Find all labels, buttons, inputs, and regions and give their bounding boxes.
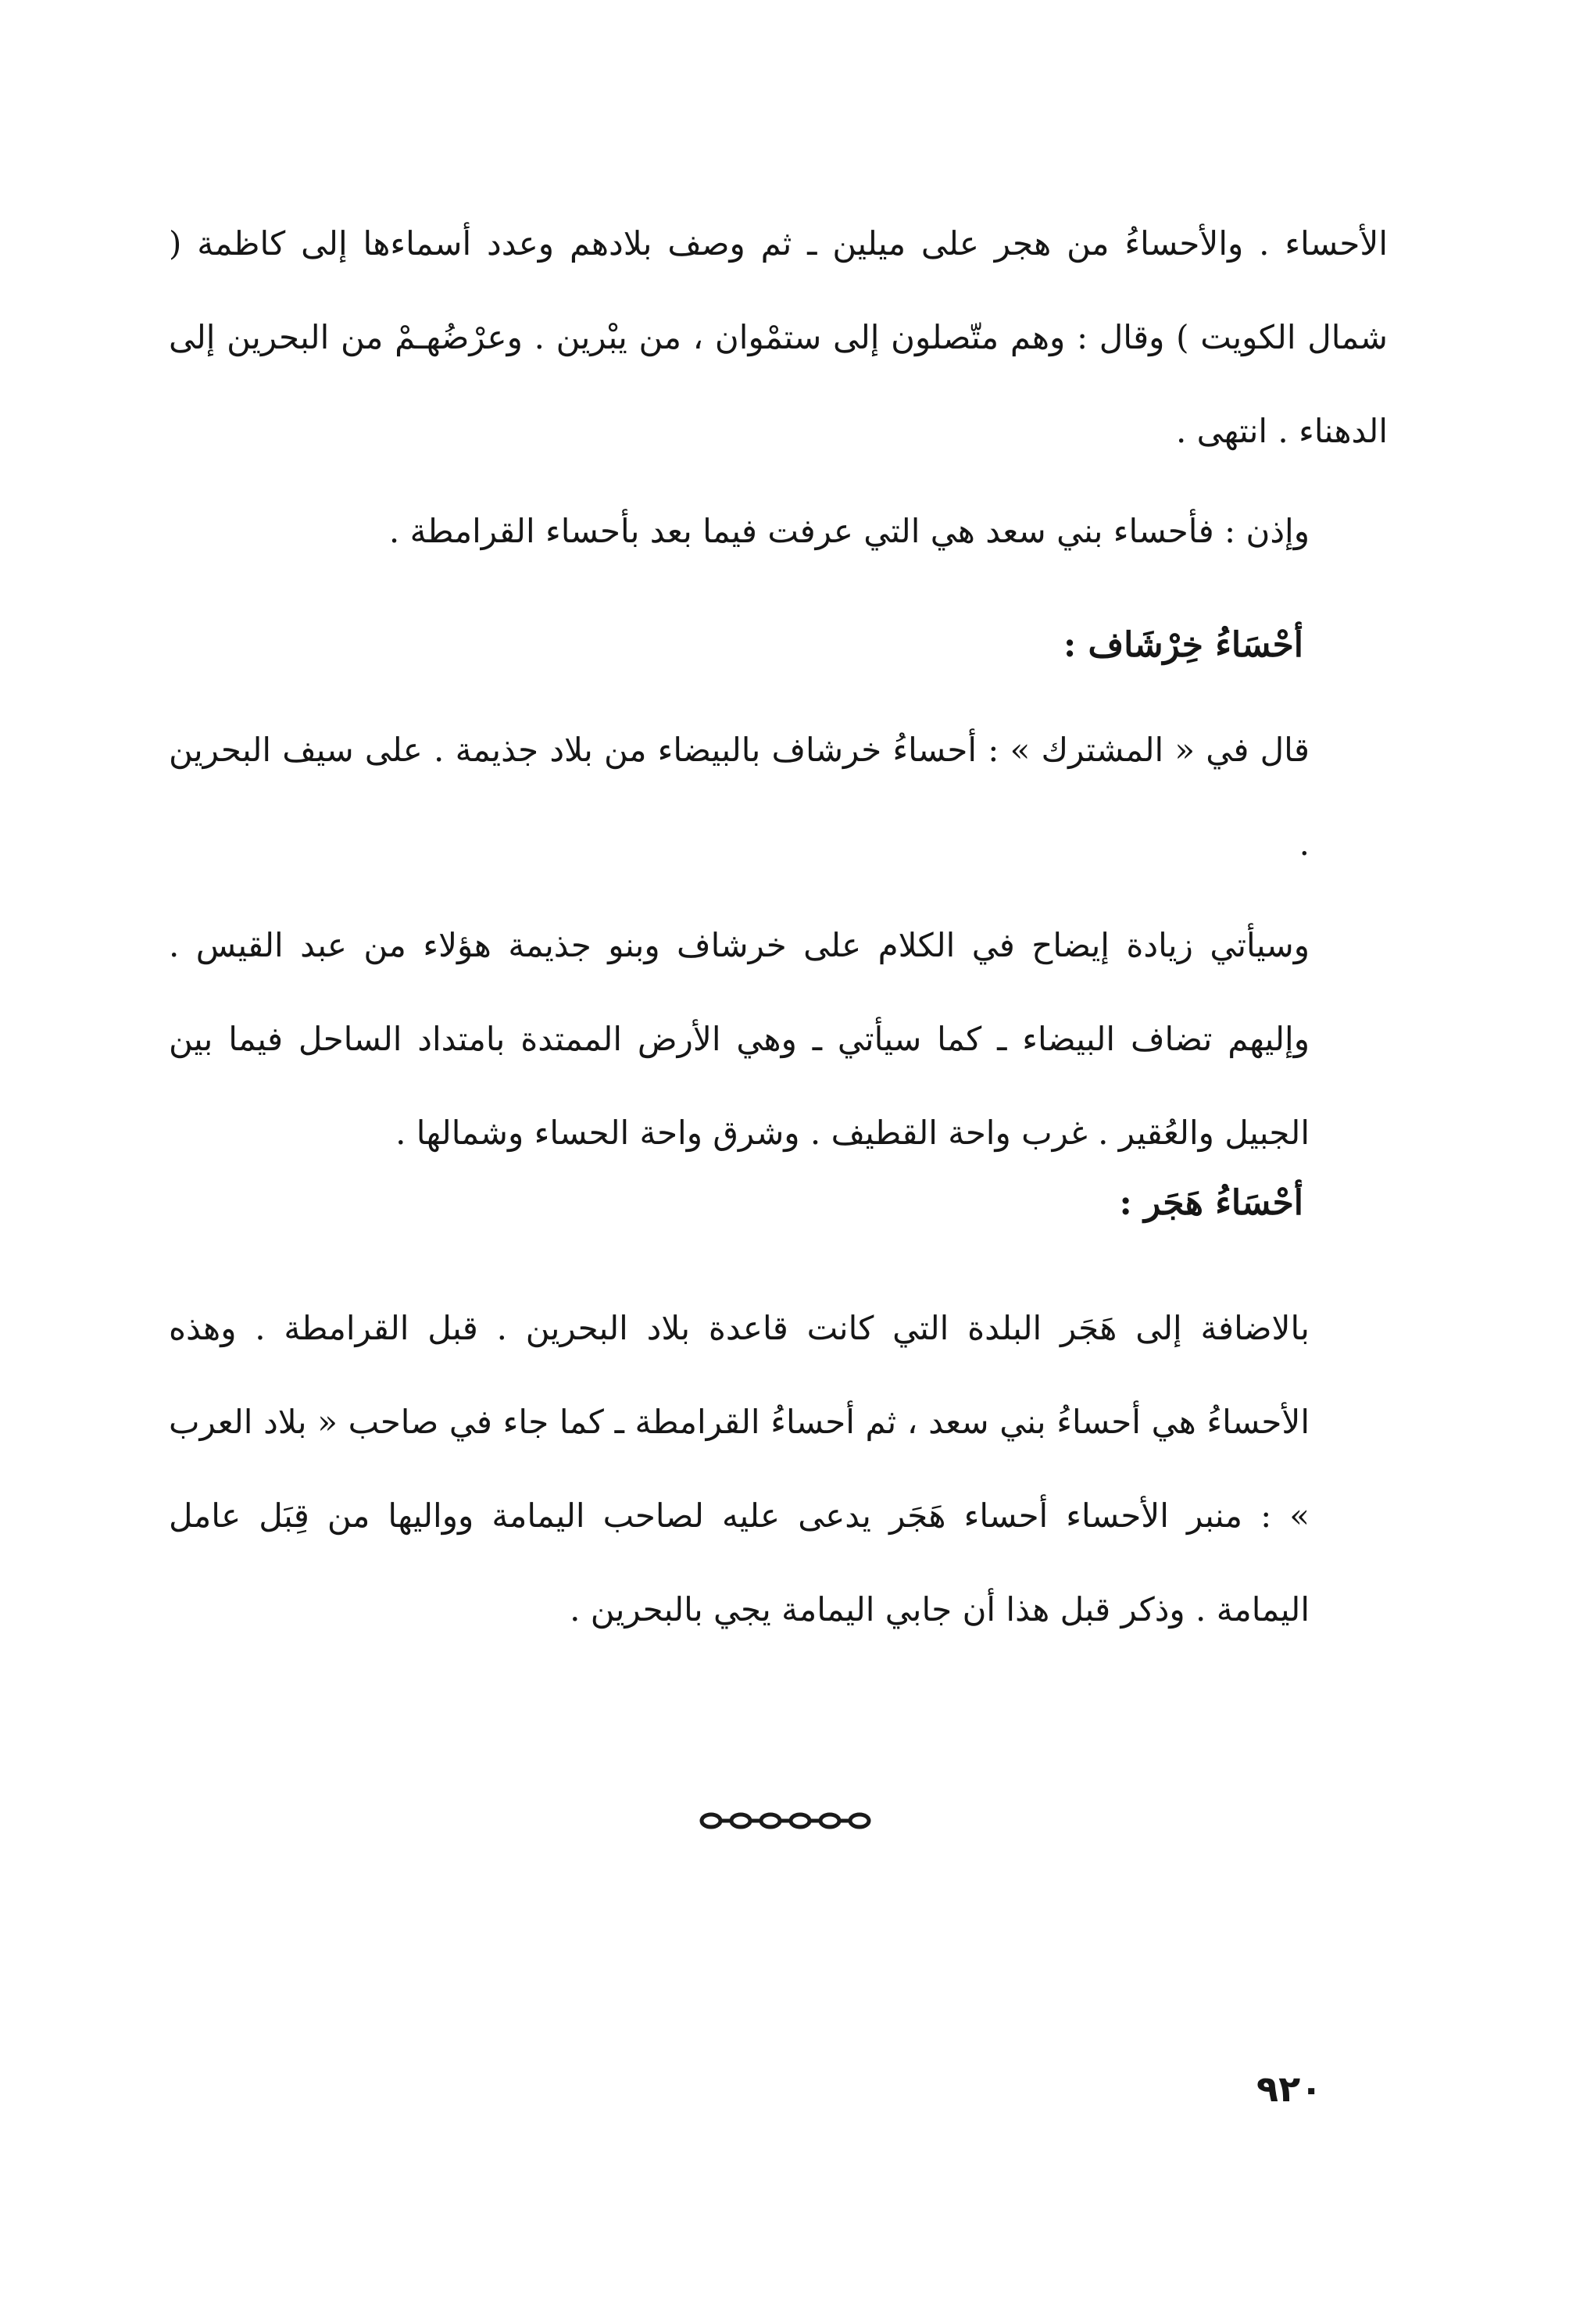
page-number: ٩٢٠: [1256, 2068, 1323, 2110]
paragraph-khirshaf-details: وسيأتي زيادة إيضاح في الكلام على خرشاف وبنو جذيمة هؤلاء من عبد القيس . وإليهم تضاف البيضاء ـ كما سيأتي ـ وهي الأرض الممتدة بامتداد الساحل فيما بين الجبيل والعُقير . غرب واحة القطيف . وشرق واحة الحساء وشمالها .: [169, 926, 1310, 1152]
section-end-ornament-icon: [697, 1805, 877, 1836]
heading-ahsa-khirshaf: أحْسَاءُ خِرْشَاف :: [1063, 625, 1303, 665]
paragraph-hajar-details: بالاضافة إلى هَجَر البلدة التي كانت قاعدة بلاد البحرين . قبل القرامطة . وهذه الأحساءُ هي أحساءُ بني سعد ، ثم أحساءُ القرامطة ـ كما جاء في صاحب « بلاد العرب » : منبر الأحساء أحساء هَجَر يدعى عليه لصاحب اليمامة وواليها من قِبَل عامل اليمامة . وذكر قبل هذا أن جابي اليمامة يجي بالبحرين .: [169, 1309, 1310, 1629]
paragraph-ahsa-bani-saad: وإذن : فأحساء بني سعد هي التي عرفت فيما بعد بأحساء القرامطة .: [388, 512, 1310, 550]
paragraph-ahsa-hajar-intro: الأحساء . والأحساءُ من هجر على ميلين ـ ثم وصف بلادهم وعدد أسماءها إلى كاظمة ( شمال الكويت ) وقال : وهم متّصلون إلى ستمْوان ، من يبْرين . وعرْضُهـمْ من البحرين إلى الدهناء . انتهى .: [169, 224, 1388, 450]
paragraph-mushtarak-quote: قال في « المشترك » : أحساءُ خرشاف بالبيضاء من بلاد جذيمة . على سيف البحرين .: [169, 731, 1310, 863]
heading-ahsa-hajar: أحْسَاءُ هَجَر :: [1119, 1183, 1303, 1223]
